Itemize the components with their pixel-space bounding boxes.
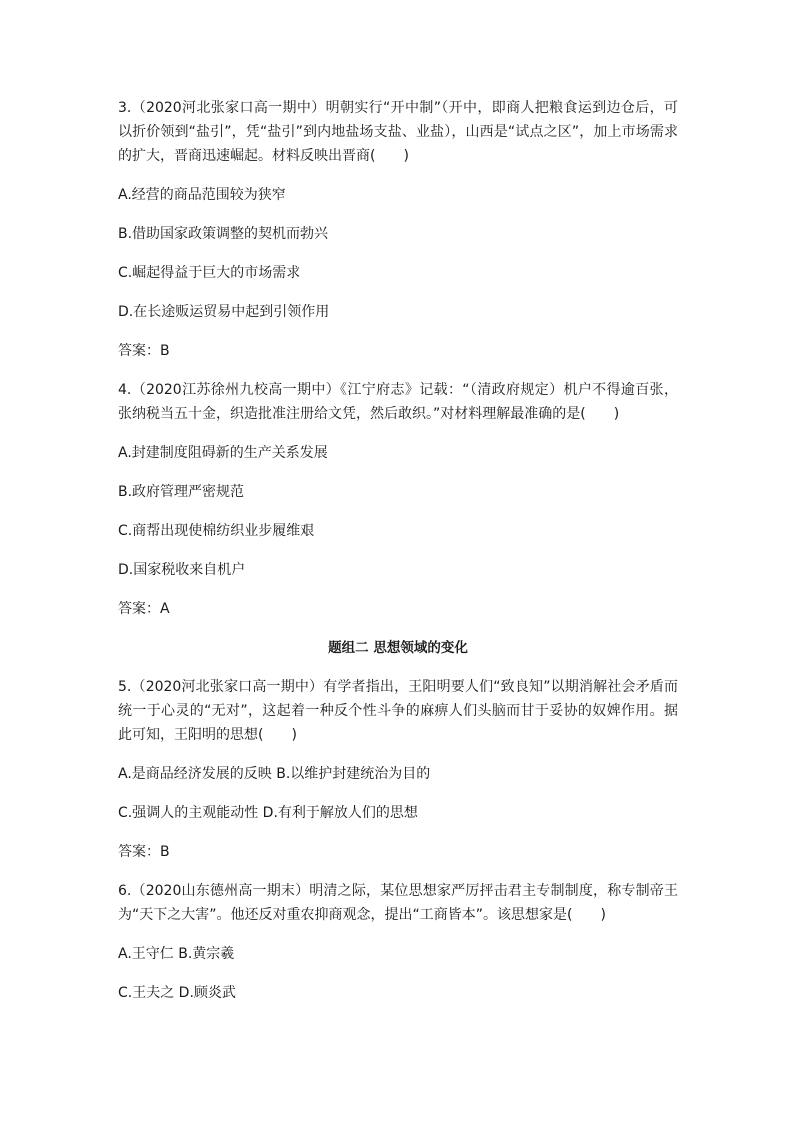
question-6-stem: 6.（2020山东德州高一期末）明清之际，某位思想家严厉抨击君主专制制度，称专制帝王为“天下之大害”。他还反对重农抑商观念，提出“工商皆本”。该思想家是( ) [118,883,678,923]
question-4-option-c: C.商帮出现使棉纺织业步履维艰 [118,523,315,539]
question-5-answer: 答案：B [118,844,170,860]
question-5-stem: 5.（2020河北张家口高一期中）有学者指出，王阳明要人们“致良知”以期消解社会矛盾而统一于心灵的“无对”，这起着一种反个性斗争的麻痹人们头脑而甘于妥协的奴婢作用。据此可知，王阳明的思想( ) [118,679,678,743]
question-5-options-ab: A.是商品经济发展的反映 B.以维护封建统治为目的 [118,766,431,782]
question-3-option-c: C.崛起得益于巨大的市场需求 [118,265,301,281]
section-title: 题组二 思想领域的变化 [328,640,468,656]
document-page [118,96,678,1020]
question-3-stem: 3.（2020河北张家口高一期中）明朝实行“开中制”（开中，即商人把粮食运到边仓后，可以折价领到“盐引”，凭“盐引”到内地盐场支盐、业盐），山西是“试点之区”，加上市场需求的扩大，晋商迅速崛起。材料反映出晋商( ) [118,100,678,164]
question-3-option-a: A.经营的商品范围较为狭窄 [118,187,286,203]
question-6-options-ab: A.王守仁 B.黄宗羲 [118,946,235,962]
question-4-answer: 答案：A [118,601,170,617]
question-4-option-b: B.政府管理严密规范 [118,484,245,500]
question-5-options-cd: C.强调人的主观能动性 D.有利于解放人们的思想 [118,805,418,821]
question-4-option-d: D.国家税收来自机户 [118,562,246,578]
question-6-options-cd: C.王夫之 D.顾炎武 [118,985,236,1001]
question-3-answer: 答案：B [118,343,170,359]
question-3-option-d: D.在长途贩运贸易中起到引领作用 [118,304,330,320]
question-4-option-a: A.封建制度阻碍新的生产关系发展 [118,445,328,461]
question-3-option-b: B.借助国家政策调整的契机而勃兴 [118,226,329,242]
question-4-stem: 4.（2020江苏徐州九校高一期中）《江宁府志》记载：“（清政府规定）机户不得逾百张，张纳税当五十金，织造批准注册给文凭，然后敢织。”对材料理解最准确的是( ) [118,382,678,422]
